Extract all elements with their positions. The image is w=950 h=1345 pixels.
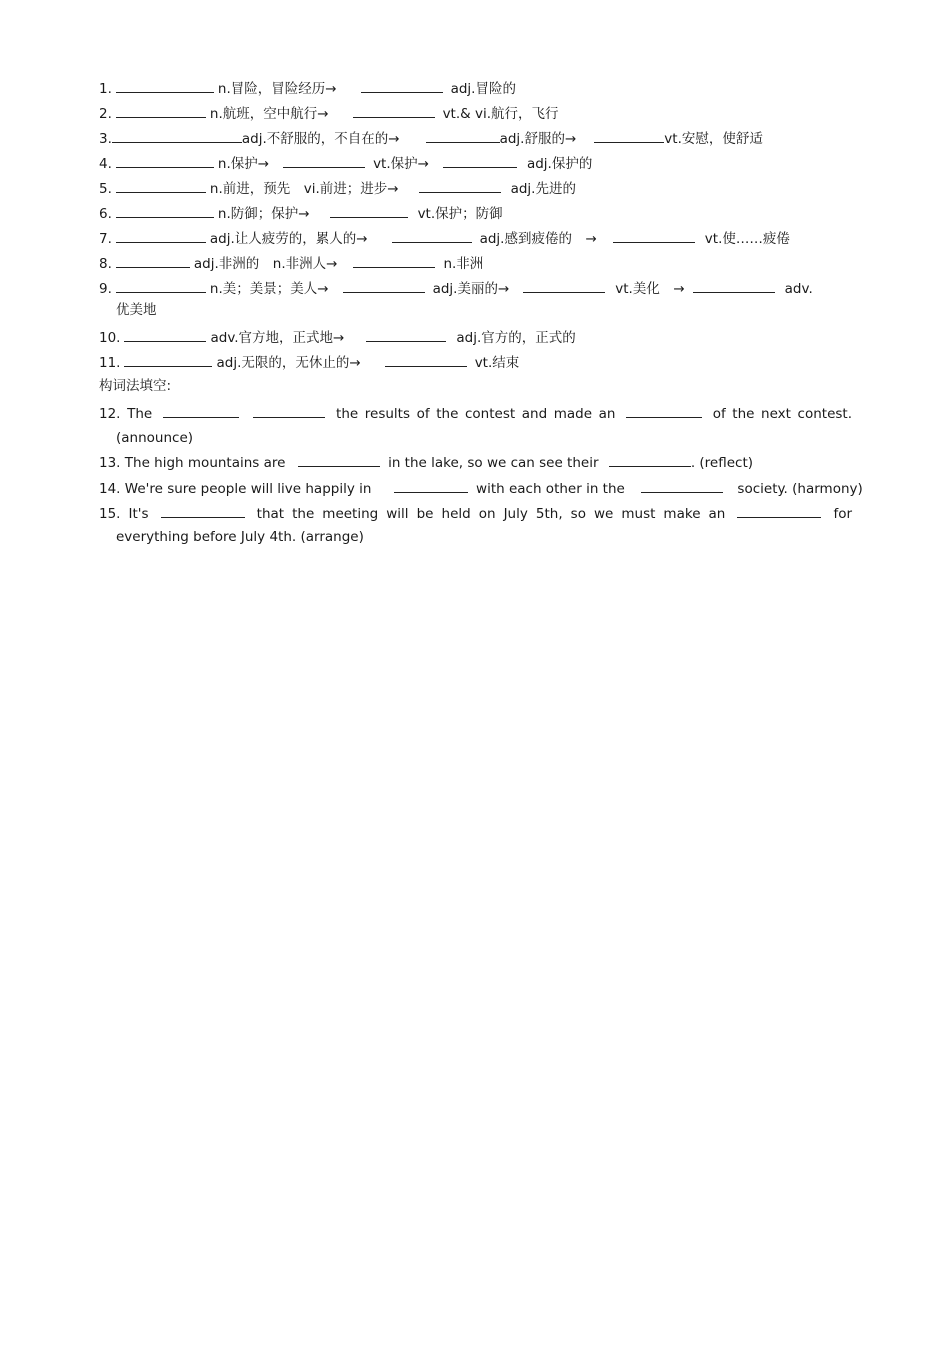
answer-blank[interactable] [609, 453, 691, 467]
vocab-item-1 [99, 79, 852, 97]
answer-blank[interactable] [523, 279, 605, 293]
vocab-item-4 [99, 154, 852, 172]
answer-blank[interactable] [394, 479, 468, 493]
item-text: vt.使……疲倦 [704, 231, 790, 247]
item-text: vt.保护→ [373, 156, 429, 172]
item-text: vt.保护；防御 [417, 206, 503, 222]
sentence-text: It's [128, 506, 149, 522]
answer-blank[interactable] [124, 353, 212, 367]
item-text: vt.安慰，使舒适 [664, 131, 763, 147]
answer-blank[interactable] [426, 129, 500, 143]
item-text: adj.冒险的 [450, 81, 516, 97]
answer-blank[interactable] [116, 79, 214, 93]
sentence-text: with each other in the [476, 481, 625, 497]
answer-blank[interactable] [392, 229, 472, 243]
sentence-14 [99, 479, 863, 497]
item-text: adj.感到疲倦的 → [479, 231, 597, 247]
vocab-item-5 [99, 179, 852, 197]
answer-blank[interactable] [594, 129, 664, 143]
answer-blank[interactable] [613, 229, 695, 243]
item-number: 15. [99, 506, 121, 522]
sentence-text: that the meeting will be held on July 5th, so we must make an [256, 506, 726, 522]
item-number: 3. [99, 131, 112, 147]
answer-blank[interactable] [443, 154, 517, 168]
item-number: 2. [99, 106, 112, 122]
item-number: 14. [99, 481, 121, 497]
item-text: adj.官方的，正式的 [456, 330, 576, 346]
item-text: adj.让人疲劳的，累人的→ [209, 231, 368, 247]
answer-blank[interactable] [116, 279, 206, 293]
item-text: adj.不舒服的，不自在的→ [241, 131, 400, 147]
answer-blank[interactable] [116, 154, 214, 168]
vocab-item-6 [99, 204, 852, 222]
answer-blank[interactable] [641, 479, 723, 493]
item-number: 12. [99, 406, 121, 422]
vocab-item-11 [99, 353, 852, 371]
answer-blank[interactable] [116, 229, 206, 243]
sentence-text: society. (harmony) [737, 481, 863, 497]
sentence-text: in the lake, so we can see their [388, 455, 599, 471]
answer-blank[interactable] [330, 204, 408, 218]
item-number: 11. [99, 355, 121, 371]
item-text: adj.美丽的→ [432, 281, 510, 297]
item-number: 1. [99, 81, 112, 97]
answer-blank[interactable] [253, 404, 325, 418]
sentence-text: The high mountains are [124, 455, 286, 471]
vocab-item-8 [99, 254, 852, 272]
item-text: adj.无限的，无休止的→ [216, 355, 361, 371]
vocab-item-9 [99, 279, 852, 297]
answer-blank[interactable] [737, 504, 821, 518]
answer-blank[interactable] [366, 328, 446, 342]
item-text: n.非洲 [443, 256, 484, 272]
item-text: adj.先进的 [510, 181, 576, 197]
item-number: 7. [99, 231, 112, 247]
vocab-item-9-continuation: 优美地 [116, 302, 157, 318]
item-text: n.防御；保护→ [217, 206, 310, 222]
sentence-15-continuation: everything before July 4th. (arrange) [116, 529, 364, 545]
sentence-12 [99, 404, 852, 422]
item-number: 8. [99, 256, 112, 272]
answer-blank[interactable] [626, 404, 702, 418]
sentence-text: the results of the contest and made an [336, 406, 616, 422]
item-text: n.航班，空中航行→ [209, 106, 329, 122]
item-text: adv.官方地，正式地→ [210, 330, 345, 346]
item-text: n.冒险，冒险经历→ [217, 81, 337, 97]
answer-blank[interactable] [116, 254, 190, 268]
answer-blank[interactable] [419, 179, 501, 193]
answer-blank[interactable] [116, 204, 214, 218]
item-text: adj.保护的 [526, 156, 593, 172]
sentence-text: . (reflect) [690, 455, 754, 471]
answer-blank[interactable] [353, 254, 435, 268]
answer-blank[interactable] [693, 279, 775, 293]
vocab-item-3 [99, 129, 852, 147]
item-text: vt.结束 [474, 355, 520, 371]
item-text: adj.舒服的→ [499, 131, 577, 147]
item-text: n.保护→ [217, 156, 270, 172]
item-text: vt.& vi.航行，飞行 [442, 106, 559, 122]
item-text: adv. [784, 281, 813, 297]
answer-blank[interactable] [343, 279, 425, 293]
sentence-text: for [833, 506, 853, 522]
item-number: 5. [99, 181, 112, 197]
answer-blank[interactable] [112, 129, 242, 143]
sentence-text: The [127, 406, 153, 422]
sentence-15 [99, 504, 852, 522]
item-text: n.前进，预先 vi.前进；进步→ [209, 181, 399, 197]
answer-blank[interactable] [353, 104, 435, 118]
section-title: 构词法填空: [99, 378, 172, 394]
item-text: n.美；美景；美人→ [209, 281, 329, 297]
item-number: 10. [99, 330, 121, 346]
answer-blank[interactable] [385, 353, 467, 367]
answer-blank[interactable] [163, 404, 239, 418]
item-number: 9. [99, 281, 112, 297]
answer-blank[interactable] [298, 453, 380, 467]
sentence-13 [99, 453, 852, 471]
item-text: adj.非洲的 n.非洲人→ [193, 256, 338, 272]
answer-blank[interactable] [361, 79, 443, 93]
answer-blank[interactable] [124, 328, 206, 342]
vocab-item-10 [99, 328, 852, 346]
answer-blank[interactable] [116, 179, 206, 193]
sentence-text: of the next contest. [712, 406, 853, 422]
item-text: vt.美化 → [615, 281, 685, 297]
vocab-item-7 [99, 229, 852, 247]
item-number: 4. [99, 156, 112, 172]
item-number: 13. [99, 455, 121, 471]
answer-blank[interactable] [161, 504, 245, 518]
sentence-text: We're sure people will live happily in [124, 481, 372, 497]
sentence-12-continuation: (announce) [116, 430, 194, 446]
item-number: 6. [99, 206, 112, 222]
answer-blank[interactable] [116, 104, 206, 118]
vocab-item-2 [99, 104, 852, 122]
answer-blank[interactable] [283, 154, 365, 168]
